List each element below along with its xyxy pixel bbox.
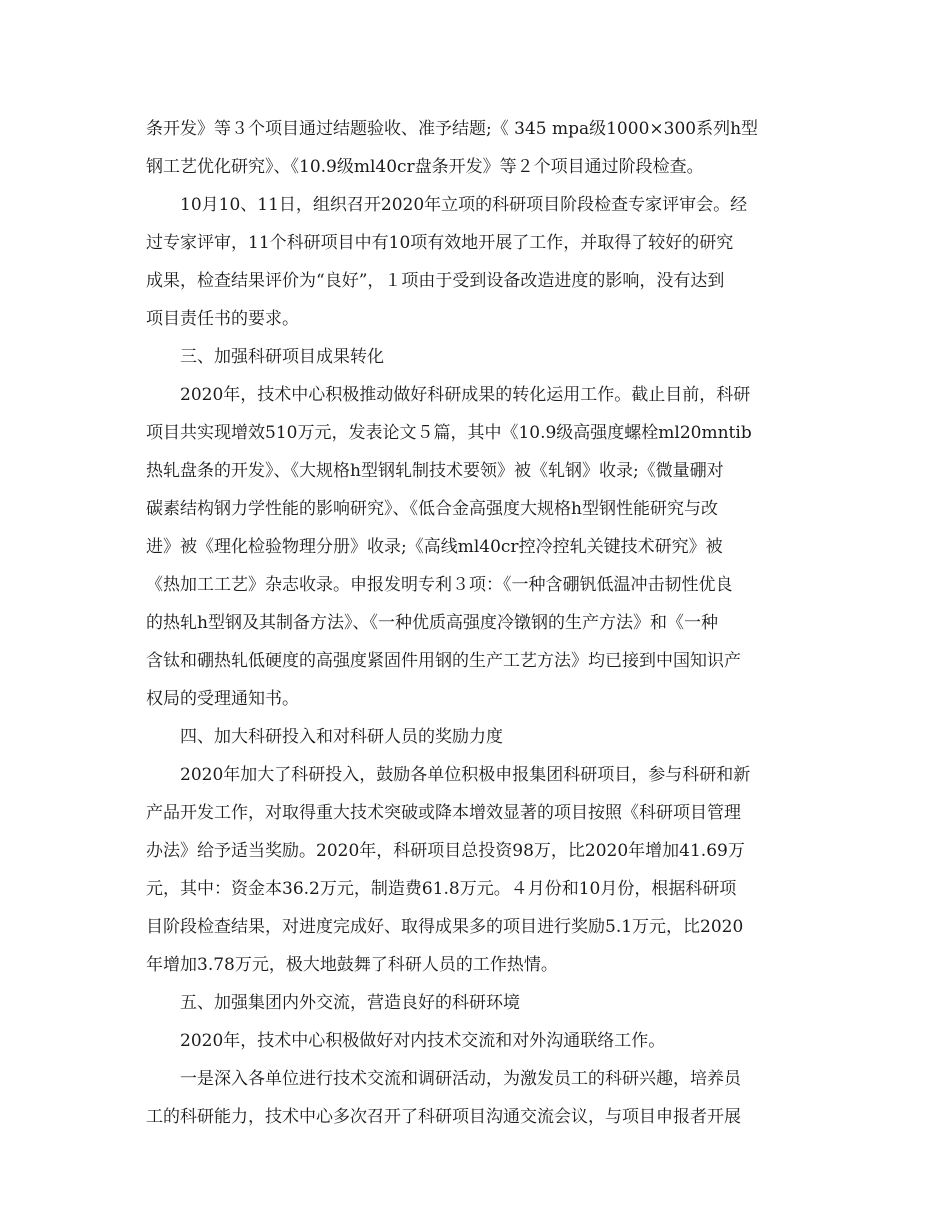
paragraph-line: 进》被《理化检验物理分册》收录;《高线ml40cr控冷控轧关键技术研究》被 [146, 537, 723, 557]
paragraph-line: 2020年，技术中心积极推动做好科研成果的转化运用工作。截止目前，科研 [180, 385, 751, 405]
section-heading: 五、加强集团内外交流，营造良好的科研环境 [180, 993, 520, 1013]
paragraph-line: 一是深入各单位进行技术交流和调研活动，为激发员工的科研兴趣，培养员 [180, 1069, 741, 1089]
paragraph-line: 成果，检查结果评价为“良好”，１项由于受到设备改造进度的影响，没有达到 [146, 271, 725, 291]
paragraph-line: 条开发》等３个项目通过结题验收、准予结题;《 345 mpa级1000×300系列h型 [146, 119, 759, 139]
paragraph-line: 年增加3.78万元，极大地鼓舞了科研人员的工作热情。 [146, 955, 558, 975]
section-heading: 三、加强科研项目成果转化 [180, 347, 384, 367]
paragraph-line: 项目共实现增效510万元，发表论文５篇，其中《10.9级高强度螺栓ml20mntib [146, 423, 752, 443]
paragraph-line: 10月10、11日，组织召开2020年立项的科研项目阶段检查专家评审会。经 [180, 195, 748, 215]
paragraph-line: 办法》给予适当奖励。2020年，科研项目总投资98万，比2020年增加41.69万 [146, 841, 745, 861]
paragraph-line: 含钛和硼热轧低硬度的高强度紧固件用钢的生产工艺方法》均已接到中国知识产 [146, 651, 741, 671]
paragraph-line: 2020年加大了科研投入，鼓励各单位积极申报集团科研项目，参与科研和新 [180, 765, 751, 785]
paragraph-line: 《热加工工艺》杂志收录。申报发明专利３项：《一种含硼钒低温冲击韧性优良 [146, 575, 733, 595]
paragraph-line: 热轧盘条的开发》、《大规格h型钢轧制技术要领》被《轧钢》收录;《微量硼对 [146, 461, 724, 481]
paragraph-line: 过专家评审，11个科研项目中有10项有效地开展了工作，并取得了较好的研究 [146, 233, 734, 253]
paragraph-line: 钢工艺优化研究》、《10.9级ml40cr盘条开发》等２个项目通过阶段检查。 [146, 157, 704, 177]
paragraph-line: 工的科研能力，技术中心多次召开了科研项目沟通交流会议，与项目申报者开展 [146, 1107, 741, 1127]
paragraph-line: 项目责任书的要求。 [146, 309, 299, 329]
paragraph-line: 目阶段检查结果，对进度完成好、取得成果多的项目进行奖励5.1万元，比2020 [146, 917, 744, 937]
paragraph-line: 碳素结构钢力学性能的影响研究》、《低合金高强度大规格h型钢性能研究与改 [146, 499, 718, 519]
paragraph-line: 产品开发工作，对取得重大技术突破或降本增效显著的项目按照《科研项目管理 [146, 803, 741, 823]
section-heading: 四、加大科研投入和对科研人员的奖励力度 [180, 727, 503, 747]
paragraph-line: 元，其中：资金本36.2万元，制造费61.8万元。４月份和10月份，根据科研项 [146, 879, 737, 899]
paragraph-line: 的热轧h型钢及其制备方法》、《一种优质高强度冷镦钢的生产方法》和《一种 [146, 613, 718, 633]
paragraph-line: 2020年，技术中心积极做好对内技术交流和对外沟通联络工作。 [180, 1031, 666, 1051]
paragraph-line: 权局的受理通知书。 [146, 689, 299, 709]
